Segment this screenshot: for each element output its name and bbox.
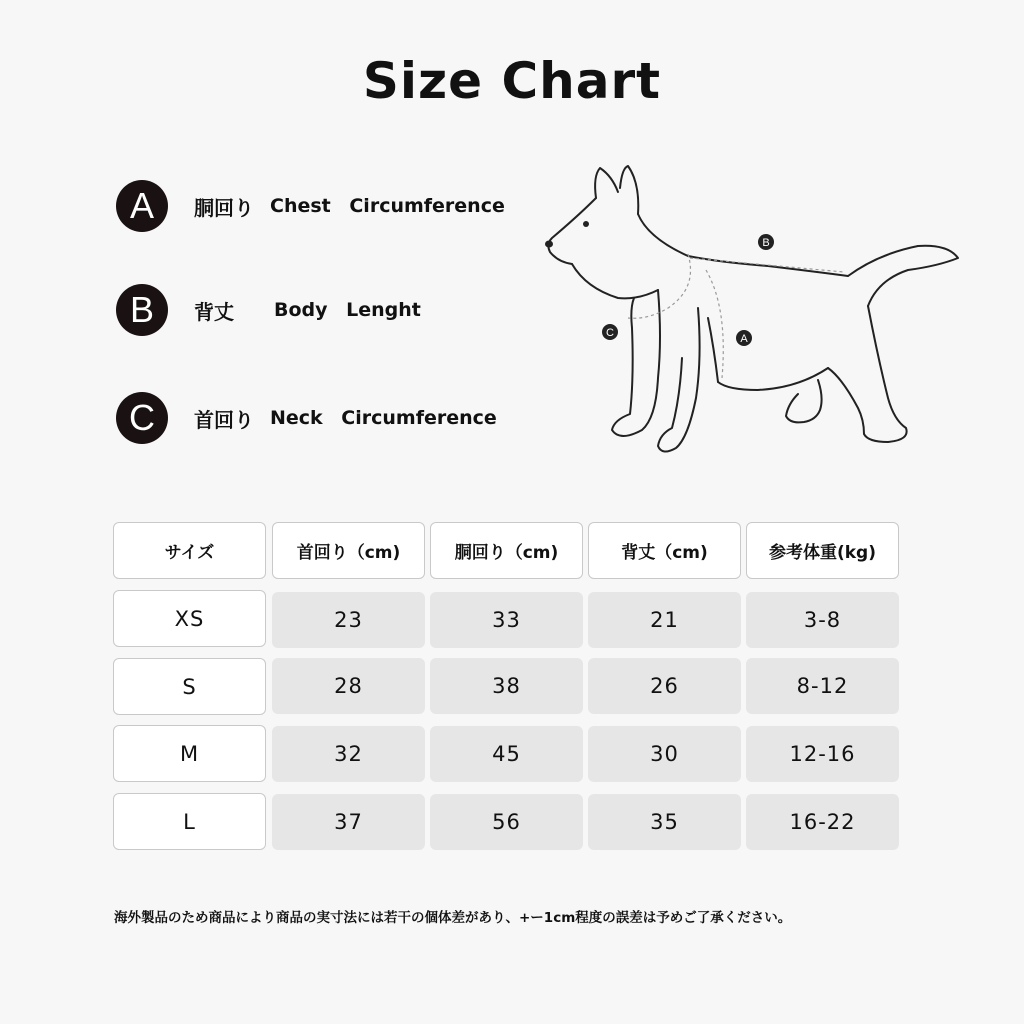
table-cell: 23	[272, 592, 425, 648]
table-cell: 32	[272, 726, 425, 782]
header-body: 背丈（cm)	[588, 522, 741, 579]
legend-badge-c: C	[116, 392, 168, 444]
legend-badge-a: A	[116, 180, 168, 232]
legend-en-label: Body Lenght	[274, 299, 421, 321]
table-cell: 37	[272, 794, 425, 850]
legend-item-neck	[116, 392, 497, 444]
table-cell: 45	[430, 726, 583, 782]
table-cell: 12-16	[746, 726, 899, 782]
table-cell: 33	[430, 592, 583, 648]
header-chest: 胴回り（cm)	[430, 522, 583, 579]
size-cell: XS	[113, 590, 266, 647]
legend-jp-label: 胴回り	[194, 195, 254, 220]
legend-jp-label: 首回り	[194, 407, 254, 432]
size-cell: L	[113, 793, 266, 850]
legend-badge-b: B	[116, 284, 168, 336]
legend-item-body	[116, 284, 421, 336]
header-weight: 参考体重(kg)	[746, 522, 899, 579]
header-size: サイズ	[113, 522, 266, 579]
legend-jp-label: 背丈	[194, 299, 234, 324]
diagram-label-b: B	[762, 237, 770, 249]
table-cell: 8-12	[746, 658, 899, 714]
table-cell: 21	[588, 592, 741, 648]
header-neck: 首回り（cm)	[272, 522, 425, 579]
size-cell: M	[113, 725, 266, 782]
size-cell: S	[113, 658, 266, 715]
dog-measurement-diagram	[538, 158, 968, 468]
table-cell: 26	[588, 658, 741, 714]
legend-item-chest	[116, 180, 505, 232]
legend-en-label: Chest Circumference	[270, 195, 505, 217]
legend-en-label: Neck Circumference	[270, 407, 497, 429]
table-cell: 16-22	[746, 794, 899, 850]
table-cell: 28	[272, 658, 425, 714]
table-cell: 38	[430, 658, 583, 714]
table-cell: 35	[588, 794, 741, 850]
diagram-label-a: A	[740, 333, 748, 345]
diagram-label-c: C	[606, 327, 614, 339]
table-cell: 56	[430, 794, 583, 850]
page-title: Size Chart	[362, 52, 662, 110]
table-cell: 3-8	[746, 592, 899, 648]
disclaimer-note: 海外製品のため商品により商品の実寸法には若干の個体差があり、+ー1cm程度の誤差は予めご了承ください。	[114, 910, 792, 926]
table-cell: 30	[588, 726, 741, 782]
